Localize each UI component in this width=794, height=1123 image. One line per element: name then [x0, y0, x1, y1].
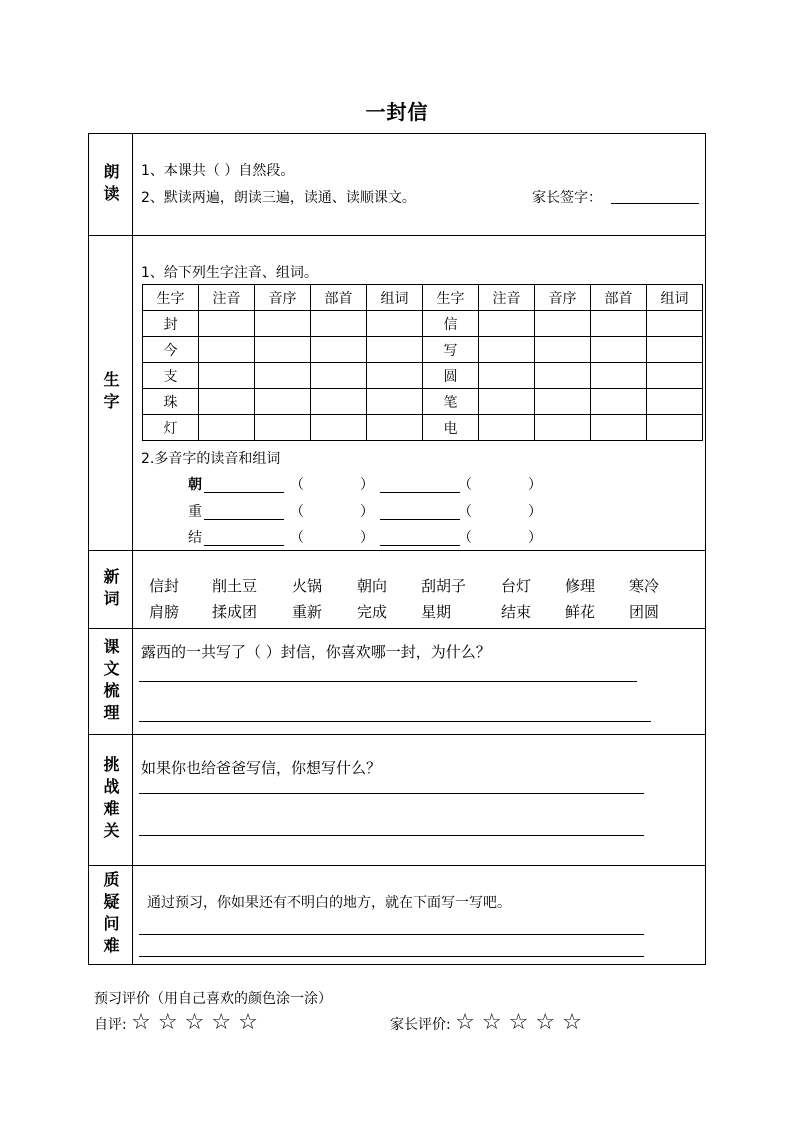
blank-cell[interactable]	[591, 389, 647, 415]
table-row	[143, 389, 703, 415]
blank-cell[interactable]	[367, 337, 423, 363]
blank-cell[interactable]	[255, 415, 311, 441]
blank-cell[interactable]	[535, 311, 591, 337]
section-label-new-words: 新词	[89, 551, 133, 628]
character-cell: 封	[143, 311, 199, 337]
blank-cell[interactable]	[367, 415, 423, 441]
word: 朝向	[357, 577, 388, 595]
blank-cell[interactable]	[647, 337, 703, 363]
blank-cell[interactable]	[535, 415, 591, 441]
worksheet-table	[88, 133, 706, 965]
self-stars	[131, 1010, 265, 1035]
table-header: 组词	[647, 285, 703, 311]
character-table	[142, 284, 703, 441]
section-new-words	[89, 551, 705, 629]
character-cell: 灯	[143, 415, 199, 441]
word: 揉成团	[212, 603, 258, 621]
answer-blank[interactable]	[204, 545, 284, 546]
answer-blank[interactable]	[380, 519, 460, 520]
character-cell: 圆	[423, 363, 479, 389]
star-icon[interactable]: ☆	[157, 1010, 178, 1035]
word: 肩膀	[149, 603, 180, 621]
character-cell: 写	[423, 337, 479, 363]
blank-cell[interactable]	[535, 337, 591, 363]
blank-cell[interactable]	[311, 363, 367, 389]
word: 刮胡子	[421, 577, 467, 595]
word: 星期	[421, 603, 452, 621]
blank-cell[interactable]	[367, 363, 423, 389]
table-header: 生字	[143, 285, 199, 311]
new-words-row-1	[149, 575, 689, 595]
word: 信封	[149, 577, 180, 595]
self-evaluation-label: 自评:	[94, 1017, 127, 1033]
blank-cell[interactable]	[199, 337, 255, 363]
blank-cell[interactable]	[199, 363, 255, 389]
table-header: 部首	[591, 285, 647, 311]
blank-cell[interactable]	[479, 415, 535, 441]
blank-cell[interactable]	[591, 415, 647, 441]
word: 团圆	[629, 603, 660, 621]
character-cell: 珠	[143, 389, 199, 415]
answer-line[interactable]	[139, 721, 651, 722]
word: 结束	[501, 603, 532, 621]
polyphone-char: 重	[188, 504, 202, 520]
section-label-questions: 质疑问难	[89, 866, 133, 964]
answer-blank[interactable]	[380, 492, 460, 493]
text-outline-question: 露西的一共写了（ ）封信，你喜欢哪一封，为什么？	[141, 643, 491, 661]
table-header: 注音	[199, 285, 255, 311]
word: 寒冷	[629, 577, 660, 595]
star-icon[interactable]: ☆	[238, 1010, 258, 1035]
table-header: 组词	[367, 285, 423, 311]
word: 削土豆	[212, 577, 258, 595]
polyphone-row: 重 （ ） （ ）	[188, 501, 568, 521]
blank-cell[interactable]	[255, 363, 311, 389]
word: 重新	[292, 603, 323, 621]
character-cell: 支	[143, 363, 199, 389]
table-header: 生字	[423, 285, 479, 311]
parent-evaluation	[390, 1010, 589, 1035]
blank-cell[interactable]	[311, 337, 367, 363]
blank-cell[interactable]	[479, 337, 535, 363]
polyphone-title: 2.多音字的读音和组词	[141, 451, 281, 467]
page-title: 一封信	[365, 100, 429, 124]
blank-cell[interactable]	[199, 415, 255, 441]
self-evaluation	[94, 1010, 265, 1035]
answer-line[interactable]	[139, 956, 644, 957]
table-row	[143, 363, 703, 389]
blank-cell[interactable]	[199, 389, 255, 415]
answer-line[interactable]	[139, 835, 644, 836]
character-cell: 电	[423, 415, 479, 441]
table-row	[143, 311, 703, 337]
blank-cell[interactable]	[255, 311, 311, 337]
word: 修理	[565, 577, 596, 595]
blank-cell[interactable]	[479, 311, 535, 337]
word: 火锅	[292, 577, 323, 595]
word: 台灯	[501, 577, 532, 595]
answer-blank[interactable]	[204, 492, 284, 493]
characters-instruction: 1、给下列生字注音、组词。	[141, 265, 318, 281]
polyphone-char: 结	[188, 530, 202, 546]
section-text-outline	[89, 629, 705, 735]
section-reading	[89, 134, 705, 236]
star-icon[interactable]: ☆	[455, 1010, 475, 1035]
blank-cell[interactable]	[647, 363, 703, 389]
new-words-row-2	[149, 601, 689, 621]
challenge-question: 如果你也给爸爸写信，你想写什么？	[141, 759, 382, 777]
character-cell: 今	[143, 337, 199, 363]
blank-cell[interactable]	[311, 311, 367, 337]
section-questions	[89, 866, 705, 964]
blank-cell[interactable]	[591, 363, 647, 389]
star-icon[interactable]: ☆	[184, 1010, 205, 1035]
evaluation-title: 预习评价（用自己喜欢的颜色涂一涂）	[94, 991, 332, 1007]
parent-stars	[455, 1010, 589, 1035]
star-icon[interactable]: ☆	[508, 1010, 529, 1035]
blank-cell[interactable]	[535, 363, 591, 389]
star-icon[interactable]: ☆	[562, 1010, 582, 1035]
character-cell: 笔	[423, 389, 479, 415]
blank-cell[interactable]	[647, 415, 703, 441]
blank-cell[interactable]	[591, 337, 647, 363]
table-row	[143, 415, 703, 441]
section-challenge	[89, 735, 705, 866]
blank-cell[interactable]	[479, 363, 535, 389]
table-header: 音序	[255, 285, 311, 311]
reading-paragraph-count: 1、本课共（ ）自然段。	[141, 163, 295, 179]
blank-cell[interactable]	[255, 389, 311, 415]
blank-cell[interactable]	[255, 337, 311, 363]
section-label-reading: 朗读	[89, 134, 133, 235]
star-icon[interactable]: ☆	[535, 1010, 556, 1035]
parent-signature-field[interactable]	[611, 203, 699, 204]
blank-cell[interactable]	[647, 311, 703, 337]
parent-evaluation-label: 家长评价:	[390, 1017, 451, 1033]
blank-cell[interactable]	[199, 311, 255, 337]
polyphone-row: 朝 （ ） （ ）	[188, 474, 568, 494]
section-label-challenge: 挑战难关	[89, 735, 133, 865]
word: 鲜花	[565, 603, 596, 621]
star-icon[interactable]: ☆	[211, 1010, 232, 1035]
character-cell: 信	[423, 311, 479, 337]
parent-signature-label: 家长签字：	[532, 190, 602, 206]
blank-cell[interactable]	[367, 389, 423, 415]
blank-cell[interactable]	[311, 389, 367, 415]
star-icon[interactable]: ☆	[131, 1010, 151, 1035]
table-header: 音序	[535, 285, 591, 311]
blank-cell[interactable]	[367, 311, 423, 337]
blank-cell[interactable]	[647, 389, 703, 415]
blank-cell[interactable]	[591, 311, 647, 337]
answer-blank[interactable]	[204, 519, 284, 520]
section-characters	[89, 236, 705, 551]
answer-line[interactable]	[139, 934, 644, 935]
blank-cell[interactable]	[479, 389, 535, 415]
questions-prompt: 通过预习，你如果还有不明白的地方，就在下面写一写吧。	[147, 895, 511, 911]
word: 完成	[357, 603, 388, 621]
polyphone-char: 朝	[188, 477, 202, 493]
section-label-text-outline: 课文梳理	[89, 629, 133, 734]
star-icon[interactable]: ☆	[481, 1010, 502, 1035]
reading-instruction: 2、默读两遍，朗读三遍，读通、读顺课文。	[141, 190, 416, 206]
blank-cell[interactable]	[311, 415, 367, 441]
answer-blank[interactable]	[380, 545, 460, 546]
polyphone-row: 结 （ ） （ ）	[188, 527, 568, 547]
table-header: 注音	[479, 285, 535, 311]
table-row	[143, 337, 703, 363]
answer-line[interactable]	[139, 681, 637, 682]
answer-line[interactable]	[139, 793, 644, 794]
table-header-row	[143, 285, 703, 311]
table-header: 部首	[311, 285, 367, 311]
section-label-characters: 生字	[89, 236, 133, 550]
blank-cell[interactable]	[535, 389, 591, 415]
